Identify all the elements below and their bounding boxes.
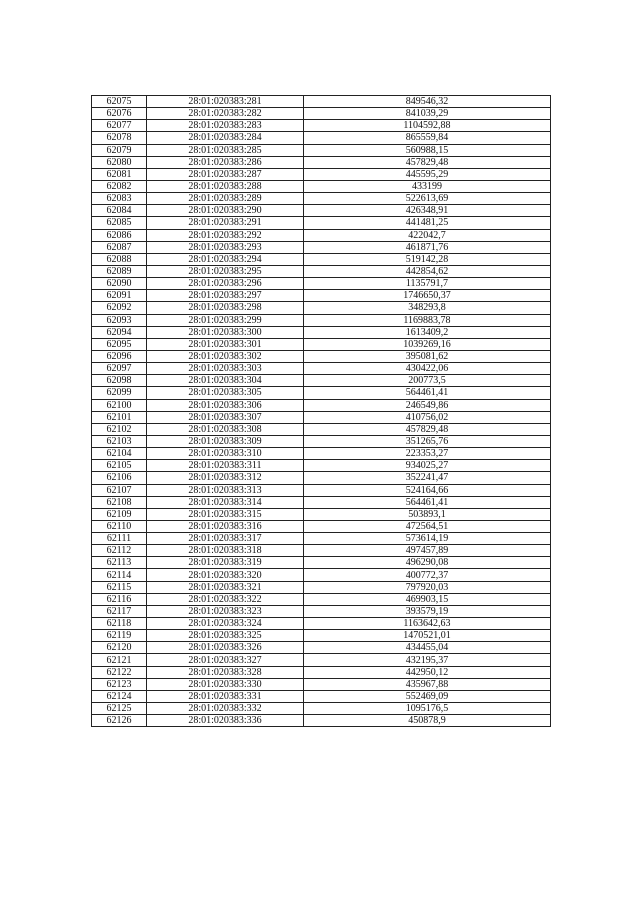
table-row — [92, 326, 551, 338]
table-row — [92, 265, 551, 277]
table-row — [92, 205, 551, 217]
cadastral-value-cell: 400772,37 — [304, 569, 551, 581]
cadastral-number-cell: 28:01:020383:303 — [147, 363, 304, 375]
cadastral-value-cell: 524164,66 — [304, 484, 551, 496]
row-number-cell: 62080 — [92, 156, 147, 168]
row-number-cell: 62115 — [92, 581, 147, 593]
row-number-cell: 62100 — [92, 399, 147, 411]
table-row — [92, 666, 551, 678]
cadastral-value-cell: 450878,9 — [304, 715, 551, 727]
row-number-cell: 62124 — [92, 690, 147, 702]
cadastral-value-cell: 246549,86 — [304, 399, 551, 411]
cadastral-value-cell: 564461,41 — [304, 496, 551, 508]
cadastral-value-cell: 461871,76 — [304, 241, 551, 253]
cadastral-number-cell: 28:01:020383:295 — [147, 265, 304, 277]
cadastral-value-cell: 430422,06 — [304, 363, 551, 375]
cadastral-value-cell: 445595,29 — [304, 168, 551, 180]
cadastral-number-cell: 28:01:020383:306 — [147, 399, 304, 411]
row-number-cell: 62116 — [92, 593, 147, 605]
table-row — [92, 193, 551, 205]
row-number-cell: 62086 — [92, 229, 147, 241]
cadastral-value-cell: 1163642,63 — [304, 618, 551, 630]
row-number-cell: 62081 — [92, 168, 147, 180]
cadastral-value-cell: 426348,91 — [304, 205, 551, 217]
cadastral-value-cell: 457829,48 — [304, 156, 551, 168]
table-row — [92, 545, 551, 557]
table-row — [92, 253, 551, 265]
cadastral-number-cell: 28:01:020383:307 — [147, 411, 304, 423]
cadastral-number-cell: 28:01:020383:324 — [147, 618, 304, 630]
cadastral-number-cell: 28:01:020383:332 — [147, 703, 304, 715]
table-row — [92, 703, 551, 715]
cadastral-value-cell: 1135791,7 — [304, 278, 551, 290]
row-number-cell: 62122 — [92, 666, 147, 678]
cadastral-value-cell: 351265,76 — [304, 435, 551, 447]
cadastral-number-cell: 28:01:020383:294 — [147, 253, 304, 265]
row-number-cell: 62089 — [92, 265, 147, 277]
table-row — [92, 472, 551, 484]
table-row — [92, 678, 551, 690]
cadastral-value-table — [91, 95, 551, 727]
table-row — [92, 642, 551, 654]
table-row — [92, 411, 551, 423]
row-number-cell: 62107 — [92, 484, 147, 496]
row-number-cell: 62105 — [92, 460, 147, 472]
table-row — [92, 180, 551, 192]
cadastral-value-cell: 865559,84 — [304, 132, 551, 144]
cadastral-value-cell: 1169883,78 — [304, 314, 551, 326]
table-row — [92, 278, 551, 290]
row-number-cell: 62079 — [92, 144, 147, 156]
cadastral-number-cell: 28:01:020383:309 — [147, 435, 304, 447]
cadastral-number-cell: 28:01:020383:285 — [147, 144, 304, 156]
table-row — [92, 338, 551, 350]
cadastral-value-cell: 1470521,01 — [304, 630, 551, 642]
table-row — [92, 654, 551, 666]
cadastral-value-cell: 472564,51 — [304, 520, 551, 532]
row-number-cell: 62111 — [92, 533, 147, 545]
cadastral-value-cell: 395081,62 — [304, 350, 551, 362]
cadastral-value-cell: 434455,04 — [304, 642, 551, 654]
cadastral-number-cell: 28:01:020383:293 — [147, 241, 304, 253]
row-number-cell: 62083 — [92, 193, 147, 205]
cadastral-number-cell: 28:01:020383:302 — [147, 350, 304, 362]
cadastral-number-cell: 28:01:020383:317 — [147, 533, 304, 545]
row-number-cell: 62109 — [92, 508, 147, 520]
cadastral-value-cell: 934025,27 — [304, 460, 551, 472]
cadastral-number-cell: 28:01:020383:314 — [147, 496, 304, 508]
cadastral-number-cell: 28:01:020383:304 — [147, 375, 304, 387]
table-row — [92, 690, 551, 702]
row-number-cell: 62119 — [92, 630, 147, 642]
table-row — [92, 350, 551, 362]
table-row — [92, 569, 551, 581]
table-body — [92, 96, 551, 727]
cadastral-number-cell: 28:01:020383:288 — [147, 180, 304, 192]
table-row — [92, 387, 551, 399]
cadastral-number-cell: 28:01:020383:322 — [147, 593, 304, 605]
cadastral-number-cell: 28:01:020383:296 — [147, 278, 304, 290]
cadastral-value-cell: 435967,88 — [304, 678, 551, 690]
cadastral-number-cell: 28:01:020383:331 — [147, 690, 304, 702]
table-row — [92, 448, 551, 460]
table-row — [92, 496, 551, 508]
cadastral-number-cell: 28:01:020383:313 — [147, 484, 304, 496]
table-row — [92, 508, 551, 520]
cadastral-value-cell: 560988,15 — [304, 144, 551, 156]
cadastral-value-cell: 503893,1 — [304, 508, 551, 520]
cadastral-number-cell: 28:01:020383:284 — [147, 132, 304, 144]
cadastral-number-cell: 28:01:020383:299 — [147, 314, 304, 326]
row-number-cell: 62108 — [92, 496, 147, 508]
cadastral-number-cell: 28:01:020383:292 — [147, 229, 304, 241]
table-row — [92, 460, 551, 472]
row-number-cell: 62097 — [92, 363, 147, 375]
table-row — [92, 435, 551, 447]
cadastral-number-cell: 28:01:020383:301 — [147, 338, 304, 350]
cadastral-value-cell: 564461,41 — [304, 387, 551, 399]
table-row — [92, 314, 551, 326]
row-number-cell: 62088 — [92, 253, 147, 265]
table-row — [92, 156, 551, 168]
cadastral-number-cell: 28:01:020383:286 — [147, 156, 304, 168]
cadastral-number-cell: 28:01:020383:283 — [147, 120, 304, 132]
cadastral-value-cell: 442950,12 — [304, 666, 551, 678]
cadastral-number-cell: 28:01:020383:319 — [147, 557, 304, 569]
cadastral-number-cell: 28:01:020383:281 — [147, 96, 304, 108]
row-number-cell: 62077 — [92, 120, 147, 132]
cadastral-number-cell: 28:01:020383:318 — [147, 545, 304, 557]
row-number-cell: 62098 — [92, 375, 147, 387]
table-row — [92, 132, 551, 144]
cadastral-value-cell: 841039,29 — [304, 108, 551, 120]
row-number-cell: 62087 — [92, 241, 147, 253]
table-row — [92, 423, 551, 435]
cadastral-value-cell: 522613,69 — [304, 193, 551, 205]
table-row — [92, 557, 551, 569]
table-row — [92, 581, 551, 593]
row-number-cell: 62091 — [92, 290, 147, 302]
cadastral-number-cell: 28:01:020383:300 — [147, 326, 304, 338]
cadastral-value-cell: 1613409,2 — [304, 326, 551, 338]
table-row — [92, 144, 551, 156]
cadastral-value-cell: 433199 — [304, 180, 551, 192]
table-row — [92, 605, 551, 617]
cadastral-value-cell: 441481,25 — [304, 217, 551, 229]
cadastral-value-cell: 422042,7 — [304, 229, 551, 241]
cadastral-number-cell: 28:01:020383:325 — [147, 630, 304, 642]
row-number-cell: 62099 — [92, 387, 147, 399]
table-row — [92, 593, 551, 605]
cadastral-value-cell: 457829,48 — [304, 423, 551, 435]
table-row — [92, 168, 551, 180]
cadastral-number-cell: 28:01:020383:298 — [147, 302, 304, 314]
row-number-cell: 62113 — [92, 557, 147, 569]
cadastral-number-cell: 28:01:020383:321 — [147, 581, 304, 593]
table-row — [92, 120, 551, 132]
cadastral-number-cell: 28:01:020383:336 — [147, 715, 304, 727]
row-number-cell: 62114 — [92, 569, 147, 581]
table-row — [92, 375, 551, 387]
cadastral-number-cell: 28:01:020383:287 — [147, 168, 304, 180]
row-number-cell: 62125 — [92, 703, 147, 715]
row-number-cell: 62096 — [92, 350, 147, 362]
row-number-cell: 62094 — [92, 326, 147, 338]
cadastral-number-cell: 28:01:020383:315 — [147, 508, 304, 520]
table-row — [92, 229, 551, 241]
row-number-cell: 62092 — [92, 302, 147, 314]
row-number-cell: 62106 — [92, 472, 147, 484]
table-row — [92, 533, 551, 545]
cadastral-value-cell: 1104592,88 — [304, 120, 551, 132]
cadastral-value-cell: 849546,32 — [304, 96, 551, 108]
table-row — [92, 363, 551, 375]
table-row — [92, 715, 551, 727]
table-row — [92, 241, 551, 253]
cadastral-value-cell: 200773,5 — [304, 375, 551, 387]
cadastral-number-cell: 28:01:020383:297 — [147, 290, 304, 302]
row-number-cell: 62123 — [92, 678, 147, 690]
cadastral-value-cell: 223353,27 — [304, 448, 551, 460]
table-row — [92, 618, 551, 630]
row-number-cell: 62120 — [92, 642, 147, 654]
cadastral-value-cell: 552469,09 — [304, 690, 551, 702]
table-row — [92, 630, 551, 642]
cadastral-value-cell: 469903,15 — [304, 593, 551, 605]
cadastral-number-cell: 28:01:020383:330 — [147, 678, 304, 690]
row-number-cell: 62103 — [92, 435, 147, 447]
cadastral-value-cell: 1039269,16 — [304, 338, 551, 350]
table-row — [92, 484, 551, 496]
row-number-cell: 62093 — [92, 314, 147, 326]
row-number-cell: 62078 — [92, 132, 147, 144]
cadastral-number-cell: 28:01:020383:305 — [147, 387, 304, 399]
cadastral-value-cell: 573614,19 — [304, 533, 551, 545]
row-number-cell: 62090 — [92, 278, 147, 290]
row-number-cell: 62118 — [92, 618, 147, 630]
cadastral-number-cell: 28:01:020383:323 — [147, 605, 304, 617]
row-number-cell: 62121 — [92, 654, 147, 666]
cadastral-value-cell: 348293,8 — [304, 302, 551, 314]
table-row — [92, 302, 551, 314]
row-number-cell: 62112 — [92, 545, 147, 557]
table-row — [92, 217, 551, 229]
cadastral-number-cell: 28:01:020383:282 — [147, 108, 304, 120]
row-number-cell: 62075 — [92, 96, 147, 108]
cadastral-value-cell: 1746650,37 — [304, 290, 551, 302]
cadastral-number-cell: 28:01:020383:311 — [147, 460, 304, 472]
cadastral-number-cell: 28:01:020383:291 — [147, 217, 304, 229]
cadastral-value-cell: 393579,19 — [304, 605, 551, 617]
cadastral-value-cell: 496290,08 — [304, 557, 551, 569]
row-number-cell: 62104 — [92, 448, 147, 460]
cadastral-value-cell: 519142,28 — [304, 253, 551, 265]
row-number-cell: 62102 — [92, 423, 147, 435]
cadastral-number-cell: 28:01:020383:326 — [147, 642, 304, 654]
cadastral-number-cell: 28:01:020383:316 — [147, 520, 304, 532]
table-row — [92, 399, 551, 411]
row-number-cell: 62082 — [92, 180, 147, 192]
cadastral-number-cell: 28:01:020383:310 — [147, 448, 304, 460]
row-number-cell: 62126 — [92, 715, 147, 727]
cadastral-number-cell: 28:01:020383:308 — [147, 423, 304, 435]
row-number-cell: 62095 — [92, 338, 147, 350]
table-row — [92, 108, 551, 120]
cadastral-number-cell: 28:01:020383:320 — [147, 569, 304, 581]
row-number-cell: 62076 — [92, 108, 147, 120]
cadastral-value-cell: 432195,37 — [304, 654, 551, 666]
cadastral-value-cell: 410756,02 — [304, 411, 551, 423]
table-row — [92, 520, 551, 532]
row-number-cell: 62101 — [92, 411, 147, 423]
table-row — [92, 96, 551, 108]
cadastral-value-cell: 442854,62 — [304, 265, 551, 277]
row-number-cell: 62110 — [92, 520, 147, 532]
cadastral-number-cell: 28:01:020383:290 — [147, 205, 304, 217]
row-number-cell: 62084 — [92, 205, 147, 217]
cadastral-value-cell: 1095176,5 — [304, 703, 551, 715]
cadastral-number-cell: 28:01:020383:327 — [147, 654, 304, 666]
cadastral-number-cell: 28:01:020383:312 — [147, 472, 304, 484]
cadastral-number-cell: 28:01:020383:328 — [147, 666, 304, 678]
cadastral-value-cell: 352241,47 — [304, 472, 551, 484]
cadastral-value-cell: 797920,03 — [304, 581, 551, 593]
row-number-cell: 62085 — [92, 217, 147, 229]
cadastral-value-cell: 497457,89 — [304, 545, 551, 557]
table-row — [92, 290, 551, 302]
row-number-cell: 62117 — [92, 605, 147, 617]
cadastral-number-cell: 28:01:020383:289 — [147, 193, 304, 205]
